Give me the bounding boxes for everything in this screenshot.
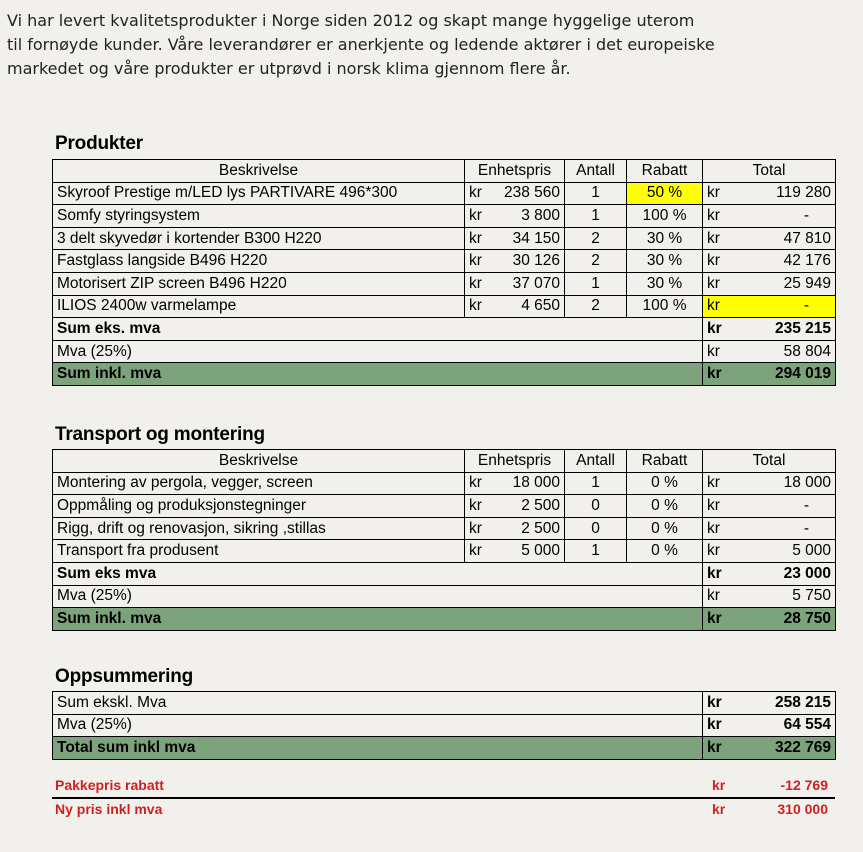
row-qty: 1 [565, 540, 627, 563]
col-header-unit-price: Enhetspris [465, 160, 565, 183]
col-header-unit-price: Enhetspris [465, 450, 565, 473]
table-row [53, 540, 836, 563]
row-unit-price: 238 560 [499, 182, 565, 205]
col-header-description: Beskrivelse [53, 450, 465, 473]
row-currency: kr [465, 272, 499, 295]
col-header-total: Total [703, 160, 836, 183]
row-total-currency: kr [703, 272, 737, 295]
sum-ex-vat-value: 23 000 [737, 562, 836, 585]
col-header-qty: Antall [565, 450, 627, 473]
row-unit-price: 3 800 [499, 205, 565, 228]
row-total: - [737, 517, 836, 540]
row-total: 119 280 [737, 182, 836, 205]
row-total-currency: kr [703, 495, 737, 518]
vat-currency: kr [703, 585, 737, 608]
vat-row [53, 340, 836, 363]
vat-row [53, 585, 836, 608]
vat-value: 58 804 [737, 340, 836, 363]
summary-vat-currency: kr [703, 714, 737, 737]
vat-value: 5 750 [737, 585, 836, 608]
row-unit-price: 2 500 [499, 495, 565, 518]
row-description: Montering av pergola, vegger, screen [53, 472, 465, 495]
row-discount: 30 % [627, 227, 703, 250]
vat-currency: kr [703, 340, 737, 363]
row-qty: 0 [565, 517, 627, 540]
table-row [53, 205, 836, 228]
sum-inc-vat-value: 294 019 [737, 363, 836, 386]
row-qty: 1 [565, 205, 627, 228]
col-header-discount: Rabatt [627, 450, 703, 473]
sum-inc-vat-currency: kr [703, 363, 737, 386]
row-qty: 0 [565, 495, 627, 518]
row-discount: 100 % [627, 205, 703, 228]
row-qty: 2 [565, 250, 627, 273]
summary-total-label: Total sum inkl mva [53, 737, 703, 760]
sum-inc-vat-label: Sum inkl. mva [53, 363, 703, 386]
row-description: Motorisert ZIP screen B496 H220 [53, 272, 465, 295]
sum-ex-vat-row [53, 562, 836, 585]
sum-inc-vat-currency: kr [703, 608, 737, 631]
package-discount-value: -12 769 [780, 777, 828, 793]
row-unit-price: 5 000 [499, 540, 565, 563]
intro-text [7, 9, 767, 81]
row-unit-price: 2 500 [499, 517, 565, 540]
summary-vat-label: Mva (25%) [53, 714, 703, 737]
new-price-value: 310 000 [777, 801, 828, 817]
summary-total-row [53, 737, 836, 760]
row-total-currency: kr [703, 472, 737, 495]
row-unit-price: 18 000 [499, 472, 565, 495]
row-discount: 0 % [627, 540, 703, 563]
row-currency: kr [465, 517, 499, 540]
divider [52, 797, 835, 799]
row-discount: 30 % [627, 250, 703, 273]
row-qty: 1 [565, 472, 627, 495]
row-currency: kr [465, 205, 499, 228]
transport-heading: Transport og montering [55, 424, 265, 445]
row-description: Transport fra produsent [53, 540, 465, 563]
row-description: Skyroof Prestige m/LED lys PARTIVARE 496*300 [53, 182, 465, 205]
row-unit-price: 30 126 [499, 250, 565, 273]
sum-inc-vat-row [53, 363, 836, 386]
sum-ex-vat-label: Sum eks mva [53, 562, 703, 585]
vat-label: Mva (25%) [53, 585, 703, 608]
sum-ex-vat-currency: kr [703, 562, 737, 585]
table-row [53, 472, 836, 495]
row-discount: 100 % [627, 295, 703, 318]
row-total-currency: kr [703, 182, 737, 205]
row-total: - [737, 295, 836, 318]
row-currency: kr [465, 227, 499, 250]
row-total: 47 810 [737, 227, 836, 250]
row-total: - [737, 495, 836, 518]
row-discount: 0 % [627, 472, 703, 495]
table-row [53, 250, 836, 273]
products-table [52, 159, 836, 386]
row-total: - [737, 205, 836, 228]
row-description: ILIOS 2400w varmelampe [53, 295, 465, 318]
products-heading: Produkter [55, 133, 143, 154]
col-header-qty: Antall [565, 160, 627, 183]
col-header-discount: Rabatt [627, 160, 703, 183]
row-qty: 1 [565, 272, 627, 295]
row-total-currency: kr [703, 540, 737, 563]
row-description: Oppmåling og produksjonstegninger [53, 495, 465, 518]
row-total-currency: kr [703, 295, 737, 318]
row-discount: 0 % [627, 517, 703, 540]
row-total: 42 176 [737, 250, 836, 273]
sum-ex-vat-label: Sum eks. mva [53, 318, 703, 341]
summary-sum-ex-currency: kr [703, 692, 737, 715]
sum-inc-vat-row [53, 608, 836, 631]
row-total-currency: kr [703, 517, 737, 540]
row-total-currency: kr [703, 250, 737, 273]
row-discount: 30 % [627, 272, 703, 295]
summary-total-value: 322 769 [737, 737, 836, 760]
summary-vat-value: 64 554 [737, 714, 836, 737]
sum-ex-vat-row [53, 318, 836, 341]
table-row [53, 227, 836, 250]
row-total: 5 000 [737, 540, 836, 563]
row-unit-price: 4 650 [499, 295, 565, 318]
sum-ex-vat-currency: kr [703, 318, 737, 341]
intro-line: til fornøyde kunder. Våre leverandører er anerkjente og ledende aktører i det europeiske [7, 35, 715, 54]
table-row [53, 272, 836, 295]
table-row [53, 182, 836, 205]
package-discount-label: Pakkepris rabatt [55, 777, 164, 793]
col-header-total: Total [703, 450, 836, 473]
summary-sum-ex-value: 258 215 [737, 692, 836, 715]
row-qty: 2 [565, 227, 627, 250]
new-price-label: Ny pris inkl mva [55, 801, 163, 817]
row-currency: kr [465, 472, 499, 495]
sum-inc-vat-label: Sum inkl. mva [53, 608, 703, 631]
transport-table [52, 449, 836, 631]
summary-heading: Oppsummering [55, 666, 194, 687]
table-row [53, 495, 836, 518]
row-currency: kr [465, 295, 499, 318]
summary-sum-ex-label: Sum ekskl. Mva [53, 692, 703, 715]
summary-table [52, 691, 836, 760]
row-currency: kr [465, 182, 499, 205]
intro-line: Vi har levert kvalitetsprodukter i Norge siden 2012 og skapt mange hyggelige uterom [7, 11, 695, 30]
row-total-currency: kr [703, 205, 737, 228]
summary-vat-row [53, 714, 836, 737]
table-row [53, 295, 836, 318]
row-description: Somfy styringsystem [53, 205, 465, 228]
row-discount: 0 % [627, 495, 703, 518]
row-currency: kr [465, 495, 499, 518]
package-discount-currency: kr [712, 777, 726, 793]
row-qty: 2 [565, 295, 627, 318]
row-unit-price: 34 150 [499, 227, 565, 250]
summary-sum-ex-row [53, 692, 836, 715]
table-header-row [53, 160, 836, 183]
intro-line: markedet og våre produkter er utprøvd i norsk klima gjennom flere år. [7, 59, 571, 78]
row-qty: 1 [565, 182, 627, 205]
row-description: Fastglass langside B496 H220 [53, 250, 465, 273]
row-unit-price: 37 070 [499, 272, 565, 295]
row-description: 3 delt skyvedør i kortender B300 H220 [53, 227, 465, 250]
row-total-currency: kr [703, 227, 737, 250]
col-header-description: Beskrivelse [53, 160, 465, 183]
row-total: 25 949 [737, 272, 836, 295]
vat-label: Mva (25%) [53, 340, 703, 363]
row-discount: 50 % [627, 182, 703, 205]
sum-inc-vat-value: 28 750 [737, 608, 836, 631]
row-total: 18 000 [737, 472, 836, 495]
row-currency: kr [465, 540, 499, 563]
sum-ex-vat-value: 235 215 [737, 318, 836, 341]
table-row [53, 517, 836, 540]
new-price-currency: kr [712, 801, 726, 817]
summary-total-currency: kr [703, 737, 737, 760]
row-currency: kr [465, 250, 499, 273]
table-header-row [53, 450, 836, 473]
row-description: Rigg, drift og renovasjon, sikring ,stillas [53, 517, 465, 540]
